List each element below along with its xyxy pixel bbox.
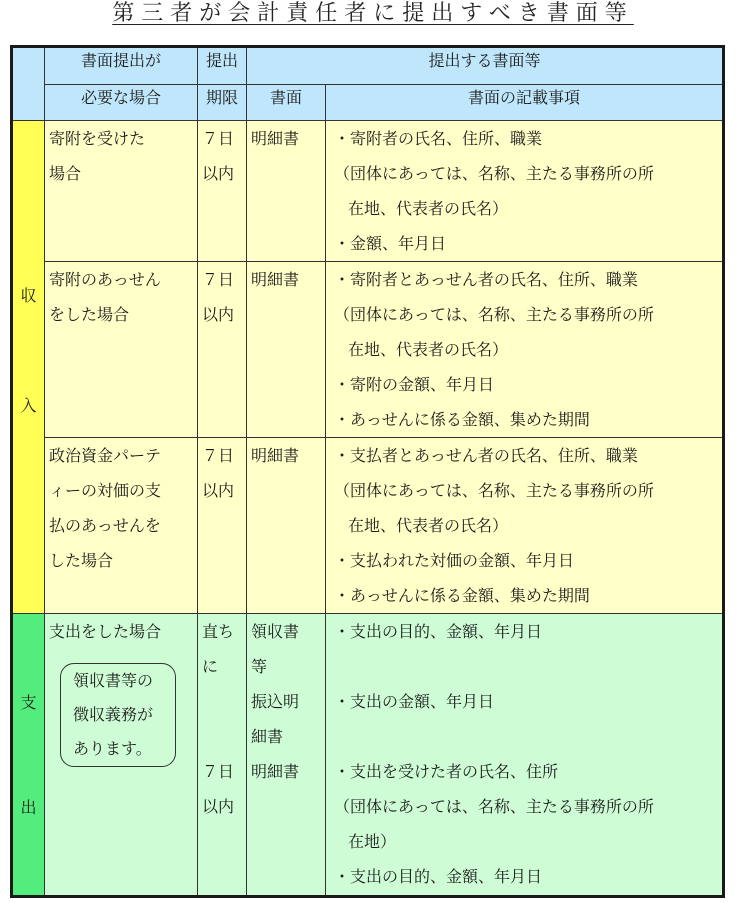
income-document-mediation: 明細書 — [247, 262, 326, 438]
expense-section-label — [12, 614, 45, 897]
expense-items: ・支出の目的、金額、年月日 ・支出の金額、年月日 ・支出を受けた者の氏名、住所 （団体にあっては、名称、主たる事務所の所 在地） ・支出の目的、金額、年月日 — [326, 614, 724, 897]
header-submit-group: 提出する書面等 — [247, 47, 724, 85]
page-title — [0, 0, 746, 30]
income-row-donation — [12, 121, 724, 262]
income-row-mediation — [12, 262, 724, 438]
income-case-donation: 寄附を受けた 場合 — [45, 121, 198, 262]
expense-label-bottom: 出 — [20, 798, 37, 817]
income-deadline-mediation: ７日 以内 — [198, 262, 247, 438]
expense-label-top: 支 — [20, 693, 37, 712]
header-deadline-line1: 提出 — [198, 47, 247, 85]
income-case-party: 政治資金パーテ ィーの対価の支 払のあっせんを した場合 — [45, 438, 198, 614]
income-label-bottom: 入 — [20, 396, 37, 415]
header-row-2 — [12, 85, 724, 121]
income-document-party: 明細書 — [247, 438, 326, 614]
header-case-line2: 必要な場合 — [45, 85, 198, 121]
submission-documents-table — [10, 45, 725, 898]
page-title-text: 第三者が会計責任者に提出すべき書面等 — [112, 1, 634, 26]
header-row-1 — [12, 47, 724, 85]
expense-case: 支出をした場合 領収書等の 徴収義務が あります。 — [45, 614, 198, 897]
income-items-donation: ・寄附者の氏名、住所、職業 （団体にあっては、名称、主たる事務所の所 在地、代表者の氏名） ・金額、年月日 — [326, 121, 724, 262]
expense-row — [12, 614, 724, 897]
income-deadline-donation: ７日 以内 — [198, 121, 247, 262]
header-case-line1: 書面提出が — [45, 47, 198, 85]
income-case-mediation: 寄附のあっせん をした場合 — [45, 262, 198, 438]
income-label-top: 収 — [20, 286, 37, 305]
header-deadline-line2: 期限 — [198, 85, 247, 121]
income-deadline-party: ７日 以内 — [198, 438, 247, 614]
income-items-mediation: ・寄附者とあっせん者の氏名、住所、職業 （団体にあっては、名称、主たる事務所の所 在地、代表者の氏名） ・寄附の金額、年月日 ・あっせんに係る金額、集めた期間 — [326, 262, 724, 438]
receipt-obligation-note: 領収書等の 徴収義務が あります。 — [60, 663, 176, 767]
income-row-party — [12, 438, 724, 614]
expense-deadline: 直ち に ７日 以内 — [198, 614, 247, 897]
header-items: 書面の記載事項 — [326, 85, 724, 121]
expense-documents: 領収書 等 振込明 細書 明細書 — [247, 614, 326, 897]
income-items-party: ・支払者とあっせん者の氏名、住所、職業 （団体にあっては、名称、主たる事務所の所 在地、代表者の氏名） ・支払われた対価の金額、年月日 ・あっせんに係る金額、集めた期間 — [326, 438, 724, 614]
header-corner — [12, 47, 45, 121]
income-document-donation: 明細書 — [247, 121, 326, 262]
header-document: 書面 — [247, 85, 326, 121]
income-section-label — [12, 121, 45, 614]
